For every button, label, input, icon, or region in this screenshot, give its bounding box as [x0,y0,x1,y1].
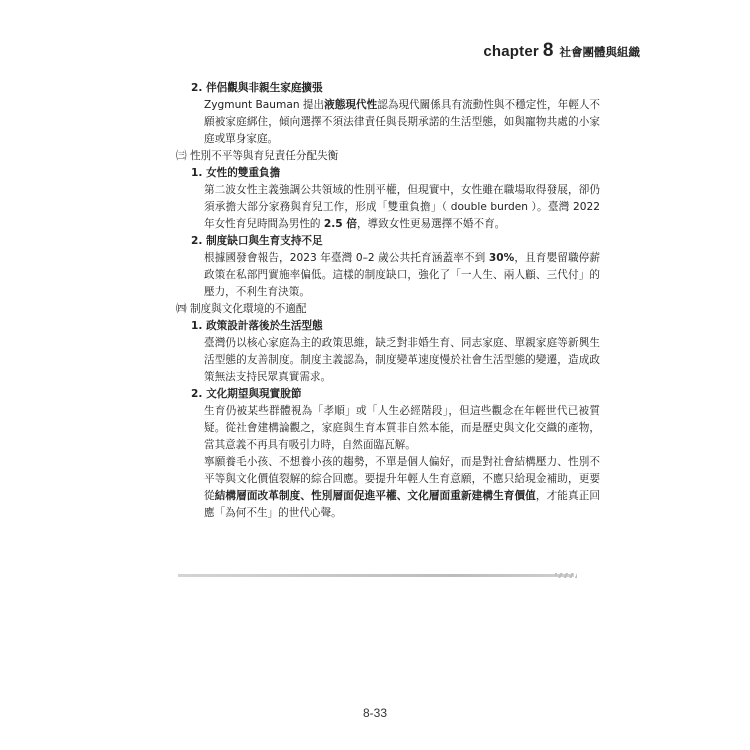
bold-term: 結構層面改革制度、性別層面促進平權、文化層面重新建構生育價值 [214,490,536,502]
chapter-title: 社會團體與組織 [559,45,640,59]
paragraph-conclusion [204,454,600,522]
text-run: ，導致女性更易選擇不婚不育。 [356,218,506,230]
chapter-word: chapter [483,43,539,60]
paragraph-policy: 臺灣仍以核心家庭為主的政策思維，缺乏對非婚生育、同志家庭、單親家庭等新興生活型態的友善制度。制度主義認為，制度變革速度慢於社會生活型態的變遷，造成政策無法支持民眾真實需求。 [204,337,600,383]
paragraph-double-burden [204,182,600,233]
item-title-2: 2. 伴侶觀與非親生家庭擴張 [191,82,323,94]
bold-term: 2.5 倍 [323,218,357,230]
chapter-number: 8 [542,40,554,61]
running-header [483,40,640,62]
paragraph-childcare [204,250,600,301]
text-run: ，才能真正回應「為何不生」的世代心聲。 [204,490,601,519]
item-title-3-1: 1. 女性的雙重負擔 [191,167,281,179]
divider-hatch [555,573,577,578]
text-run: 第二波女性主義強調公共領域的性別平權，但現實中，女性雖在職場取得發展，卻仍須承擔大部分家務與育兒工作，形成「雙重負擔」（ double burden ）。臺灣 2022 年女性育兒時間為男性的 [204,184,600,230]
paragraph-bauman [204,97,600,148]
bold-term: 30% [488,252,515,264]
text-run: ，且育嬰留職停薪政策在私部門實施率偏低。這樣的制度缺口，強化了「一人生、兩人顧、三代付」的壓力，不利生育決策。 [204,252,600,298]
page-body [176,80,600,522]
item-title-3-2: 2. 制度缺口與生育支持不足 [191,235,323,247]
section-title-4: ㈣ 制度與文化環境的不適配 [176,303,307,315]
page-number: 8-33 [362,706,388,720]
item-title-4-2: 2. 文化期望與現實脫節 [191,388,302,400]
text-run: Zygmunt Bauman 提出 [204,99,325,111]
section-title-3: ㈢ 性別不平等與育兒責任分配失衡 [176,150,339,162]
paragraph-culture: 生育仍被某些群體視為「孝順」或「人生必經階段」，但這些觀念在年輕世代已被質疑。從社會建構論觀之，家庭與生育本質非自然本能，而是歷史與文化交織的產物，當其意義不再具有吸引力時，自然面臨瓦解。 [204,405,600,451]
item-title-4-1: 1. 政策設計落後於生活型態 [191,320,323,332]
text-run: 根據國發會報告，2023 年臺灣 0–2 歲公共托育涵蓋率不到 [204,252,489,264]
text-run: 認為現代關係具有流動性與不穩定性，年輕人不願被家庭綁住，傾向選擇不須法律責任與長期承諾的生活型態，如與寵物共處的小家庭或單身家庭。 [204,99,601,145]
text-run: 寧願養毛小孩、不想養小孩的趨勢，不單是個人偏好，而是對社會結構壓力、性別不平等與文化價值裂解的綜合回應。要提升年輕人生育意願，不應只給現金補助，更要從 [204,456,600,502]
section-divider [178,574,574,577]
bold-term: 液態現代性 [324,99,378,111]
